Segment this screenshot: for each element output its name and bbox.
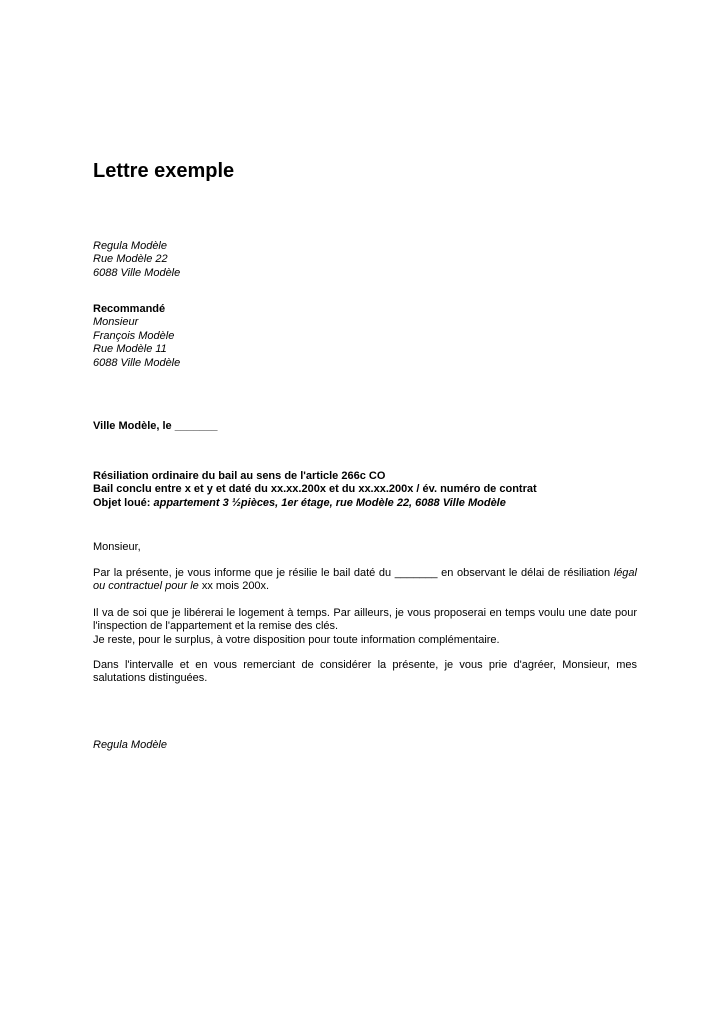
- recipient-salutation: Monsieur: [93, 316, 139, 329]
- p1-text-start: Par la présente, je vous informe que je résilie le bail daté du _______ en observant le délai de résiliation: [93, 567, 614, 579]
- recipient-name: François Modèle: [93, 329, 175, 342]
- body-paragraph-2: [93, 607, 637, 647]
- p2-line-1: Il va de soi que je libérerai le logement à temps. Par ailleurs, je vous proposerai en temps voulu une date pour l'inspection de l'appartement et la remise des clés.: [93, 607, 637, 633]
- salutation: Monsieur,: [93, 541, 141, 553]
- signature: Regula Modèle: [93, 739, 167, 751]
- p2-line-2: Je reste, pour le surplus, à votre disposition pour toute information complémentaire.: [93, 633, 500, 646]
- body-paragraph-1: [93, 567, 637, 594]
- letter-title: Lettre exemple: [93, 160, 235, 182]
- subject-line-3: [93, 497, 637, 510]
- subject-line-2: Bail conclu entre x et y et daté du xx.xx.200x et du xx.xx.200x / év. numéro de contrat: [93, 483, 537, 496]
- recipient-street: Rue Modèle 11: [93, 343, 167, 356]
- subject-block: [93, 470, 637, 510]
- sender-name: Regula Modèle: [93, 240, 167, 252]
- sender-street: Rue Modèle 22: [93, 253, 168, 266]
- subject-line-1: Résiliation ordinaire du bail au sens de l'article 266c CO: [93, 470, 386, 482]
- subject-object-label: Objet loué:: [93, 496, 154, 509]
- date-line: Ville Modèle, le _______: [93, 420, 218, 432]
- recipient-address: [93, 303, 637, 370]
- recipient-city: 6088 Ville Modèle: [93, 356, 181, 369]
- p1-text-end: xx mois 200x.: [201, 580, 270, 593]
- p1-text-italic: légal ou contractuel pour le: [93, 567, 637, 593]
- delivery-label: Recommandé: [93, 303, 166, 315]
- sender-city: 6088 Ville Modèle: [93, 266, 181, 279]
- sender-address: [93, 240, 637, 280]
- subject-object-value: appartement 3 ½pièces, 1er étage, rue Modèle 22, 6088 Ville Modèle: [153, 496, 506, 509]
- body-paragraph-3: Dans l'intervalle et en vous remerciant de considérer la présente, je vous prie d'agréer, Monsieur, mes salutations distinguées.: [93, 659, 637, 685]
